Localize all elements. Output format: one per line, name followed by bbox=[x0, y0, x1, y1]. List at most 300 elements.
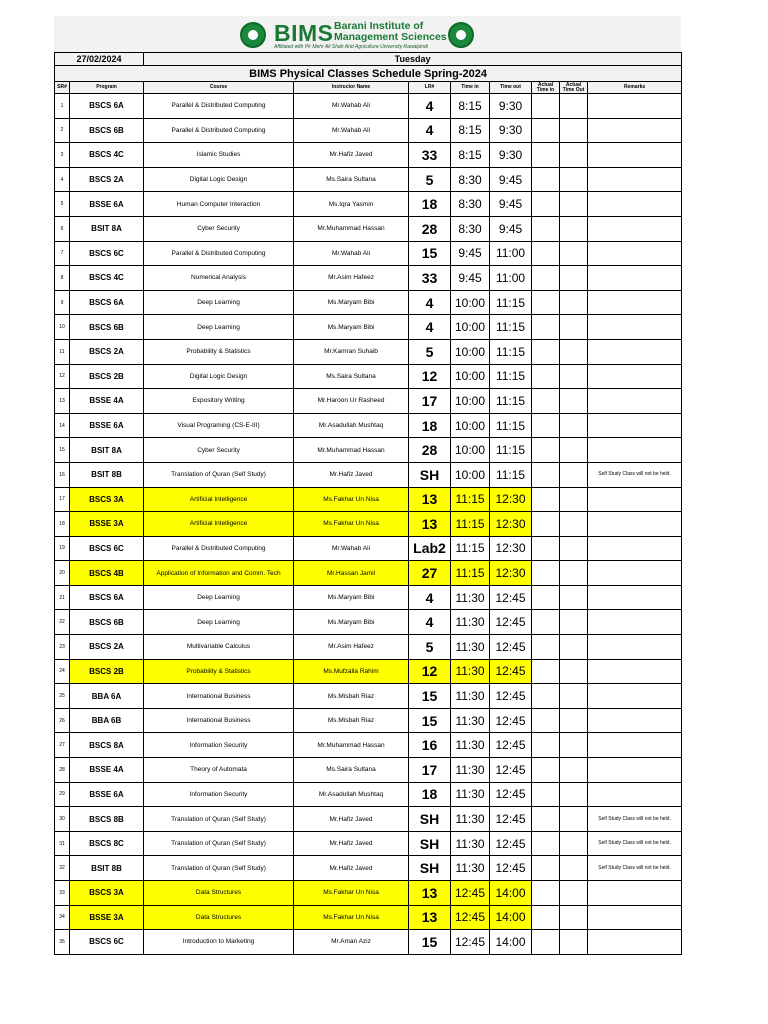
cell-lr: 15 bbox=[409, 930, 451, 955]
cell-time-out: 9:30 bbox=[490, 118, 532, 143]
cell-time-in: 10:00 bbox=[451, 413, 490, 438]
cell-remarks bbox=[588, 339, 682, 364]
cell-actual-out bbox=[560, 708, 588, 733]
cell-course: Parallel & Distributed Computing bbox=[144, 118, 294, 143]
table-row bbox=[55, 684, 682, 709]
cell-time-in: 10:00 bbox=[451, 364, 490, 389]
cell-sr: 27 bbox=[55, 733, 70, 758]
cell-actual-out bbox=[560, 561, 588, 586]
table-row bbox=[55, 585, 682, 610]
cell-remarks: Self Study Class will not be held. bbox=[588, 856, 682, 881]
cell-actual-out bbox=[560, 216, 588, 241]
cell-time-out: 9:45 bbox=[490, 167, 532, 192]
logo-brand: BIMS bbox=[274, 20, 334, 46]
cell-instructor: Mr.Muhammad Hassan bbox=[294, 216, 409, 241]
cell-time-out: 11:15 bbox=[490, 290, 532, 315]
cell-instructor: Mr.Wahab Ali bbox=[294, 241, 409, 266]
cell-instructor: Mr.Hassan Jamil bbox=[294, 561, 409, 586]
cell-lr: SH bbox=[409, 831, 451, 856]
cell-remarks bbox=[588, 315, 682, 340]
cell-lr: 13 bbox=[409, 881, 451, 906]
cell-program: BSCS 6B bbox=[70, 315, 144, 340]
cell-instructor: Ms.Maryam Bibi bbox=[294, 610, 409, 635]
cell-remarks bbox=[588, 635, 682, 660]
table-row bbox=[55, 192, 682, 217]
cell-remarks bbox=[588, 684, 682, 709]
cell-program: BSCS 6A bbox=[70, 94, 144, 119]
cell-actual-in bbox=[532, 561, 560, 586]
cell-actual-in bbox=[532, 831, 560, 856]
cell-instructor: Ms.Saira Sultana bbox=[294, 758, 409, 783]
cell-remarks bbox=[588, 758, 682, 783]
cell-actual-in bbox=[532, 167, 560, 192]
cell-actual-in bbox=[532, 659, 560, 684]
cell-lr: 5 bbox=[409, 167, 451, 192]
cell-instructor: Mr.Wahab Ali bbox=[294, 118, 409, 143]
cell-lr: 15 bbox=[409, 684, 451, 709]
cell-time-in: 11:30 bbox=[451, 610, 490, 635]
col-time-out: Time out bbox=[490, 82, 532, 94]
date-row bbox=[55, 53, 682, 66]
cell-remarks bbox=[588, 512, 682, 537]
cell-sr: 19 bbox=[55, 536, 70, 561]
cell-sr: 31 bbox=[55, 831, 70, 856]
table-row bbox=[55, 241, 682, 266]
cell-program: BSIT 8A bbox=[70, 438, 144, 463]
cell-lr: 33 bbox=[409, 143, 451, 168]
cell-sr: 21 bbox=[55, 585, 70, 610]
title-row bbox=[55, 66, 682, 82]
cell-program: BSCS 2A bbox=[70, 339, 144, 364]
col-time-in: Time in bbox=[451, 82, 490, 94]
cell-sr: 34 bbox=[55, 905, 70, 930]
cell-time-out: 9:45 bbox=[490, 216, 532, 241]
cell-time-out: 12:30 bbox=[490, 561, 532, 586]
cell-program: BSIT 8A bbox=[70, 216, 144, 241]
cell-remarks bbox=[588, 930, 682, 955]
cell-program: BBA 6A bbox=[70, 684, 144, 709]
cell-remarks bbox=[588, 610, 682, 635]
cell-time-in: 11:30 bbox=[451, 708, 490, 733]
cell-time-in: 11:30 bbox=[451, 635, 490, 660]
cell-time-out: 9:30 bbox=[490, 143, 532, 168]
cell-instructor: Mr.Asadullah Mushtaq bbox=[294, 782, 409, 807]
cell-sr: 4 bbox=[55, 167, 70, 192]
cell-time-out: 12:45 bbox=[490, 856, 532, 881]
table-row bbox=[55, 536, 682, 561]
cell-course: Islamic Studies bbox=[144, 143, 294, 168]
cell-remarks bbox=[588, 708, 682, 733]
cell-actual-in bbox=[532, 782, 560, 807]
cell-remarks bbox=[588, 536, 682, 561]
cell-program: BSIT 8B bbox=[70, 462, 144, 487]
cell-course: Cyber Security bbox=[144, 216, 294, 241]
cell-course: Data Structures bbox=[144, 881, 294, 906]
cell-lr: 12 bbox=[409, 659, 451, 684]
cell-actual-in bbox=[532, 635, 560, 660]
cell-instructor: Mr.Hafiz Javed bbox=[294, 856, 409, 881]
cell-actual-in bbox=[532, 216, 560, 241]
table-row bbox=[55, 881, 682, 906]
cell-time-in: 10:00 bbox=[451, 339, 490, 364]
cell-remarks: Self Study Class will not be held. bbox=[588, 462, 682, 487]
cell-actual-out bbox=[560, 487, 588, 512]
cell-time-in: 8:30 bbox=[451, 216, 490, 241]
cell-actual-out bbox=[560, 930, 588, 955]
cell-time-in: 11:15 bbox=[451, 561, 490, 586]
cell-actual-in bbox=[532, 610, 560, 635]
cell-time-out: 14:00 bbox=[490, 930, 532, 955]
cell-remarks: Self Study Class will not be held. bbox=[588, 831, 682, 856]
cell-time-out: 12:45 bbox=[490, 659, 532, 684]
cell-sr: 22 bbox=[55, 610, 70, 635]
cell-actual-out bbox=[560, 733, 588, 758]
cell-program: BSCS 4C bbox=[70, 143, 144, 168]
cell-time-in: 11:30 bbox=[451, 831, 490, 856]
cell-time-out: 11:00 bbox=[490, 266, 532, 291]
schedule-day: Tuesday bbox=[144, 53, 682, 66]
cell-time-in: 11:15 bbox=[451, 487, 490, 512]
cell-course: Artificial Intelligence bbox=[144, 512, 294, 537]
col-actual-in: Actual Time in bbox=[532, 82, 560, 94]
cell-time-out: 12:45 bbox=[490, 585, 532, 610]
cell-course: Deep Learning bbox=[144, 290, 294, 315]
cell-program: BSCS 6B bbox=[70, 610, 144, 635]
cell-sr: 1 bbox=[55, 94, 70, 119]
cell-time-in: 8:15 bbox=[451, 118, 490, 143]
cell-time-out: 11:15 bbox=[490, 339, 532, 364]
cell-actual-out bbox=[560, 118, 588, 143]
table-row bbox=[55, 167, 682, 192]
cell-sr: 13 bbox=[55, 389, 70, 414]
cell-time-in: 8:15 bbox=[451, 143, 490, 168]
cell-actual-in bbox=[532, 413, 560, 438]
cell-actual-in bbox=[532, 364, 560, 389]
cell-course: Deep Learning bbox=[144, 585, 294, 610]
cell-sr: 32 bbox=[55, 856, 70, 881]
logo-line-1: Barani Institute of bbox=[334, 20, 424, 32]
cell-lr: 4 bbox=[409, 585, 451, 610]
cell-remarks bbox=[588, 290, 682, 315]
cell-time-out: 11:00 bbox=[490, 241, 532, 266]
cell-sr: 11 bbox=[55, 339, 70, 364]
cell-time-in: 11:30 bbox=[451, 733, 490, 758]
cell-course: Multivariable Calculus bbox=[144, 635, 294, 660]
cell-actual-out bbox=[560, 684, 588, 709]
left-seal-icon bbox=[240, 22, 266, 48]
cell-lr: 15 bbox=[409, 241, 451, 266]
cell-sr: 9 bbox=[55, 290, 70, 315]
cell-instructor: Mr.Asadullah Mushtaq bbox=[294, 413, 409, 438]
table-row bbox=[55, 438, 682, 463]
cell-program: BSCS 8B bbox=[70, 807, 144, 832]
table-row bbox=[55, 290, 682, 315]
cell-actual-in bbox=[532, 708, 560, 733]
cell-course: Theory of Automata bbox=[144, 758, 294, 783]
cell-sr: 23 bbox=[55, 635, 70, 660]
cell-time-out: 9:45 bbox=[490, 192, 532, 217]
cell-program: BSCS 2B bbox=[70, 659, 144, 684]
cell-actual-in bbox=[532, 512, 560, 537]
cell-time-in: 8:30 bbox=[451, 167, 490, 192]
cell-remarks bbox=[588, 364, 682, 389]
cell-program: BSCS 3A bbox=[70, 881, 144, 906]
table-row bbox=[55, 389, 682, 414]
cell-time-out: 12:45 bbox=[490, 708, 532, 733]
table-row bbox=[55, 733, 682, 758]
cell-actual-in bbox=[532, 241, 560, 266]
cell-program: BSCS 8C bbox=[70, 831, 144, 856]
cell-instructor: Ms.Maryam Bibi bbox=[294, 315, 409, 340]
table-row bbox=[55, 462, 682, 487]
cell-actual-out bbox=[560, 536, 588, 561]
table-row bbox=[55, 659, 682, 684]
cell-time-out: 12:45 bbox=[490, 635, 532, 660]
cell-program: BSCS 3A bbox=[70, 487, 144, 512]
cell-remarks bbox=[588, 413, 682, 438]
cell-actual-in bbox=[532, 881, 560, 906]
cell-course: Application of Information and Comm. Tech bbox=[144, 561, 294, 586]
table-row bbox=[55, 266, 682, 291]
cell-remarks bbox=[588, 881, 682, 906]
cell-time-out: 11:15 bbox=[490, 413, 532, 438]
cell-instructor: Ms.Maryam Bibi bbox=[294, 585, 409, 610]
cell-program: BSCS 6C bbox=[70, 930, 144, 955]
cell-time-in: 11:30 bbox=[451, 684, 490, 709]
cell-instructor: Ms.Maryam Bibi bbox=[294, 290, 409, 315]
cell-course: Cyber Security bbox=[144, 438, 294, 463]
table-row bbox=[55, 856, 682, 881]
cell-instructor: Ms.Misbah Riaz bbox=[294, 684, 409, 709]
cell-sr: 29 bbox=[55, 782, 70, 807]
cell-instructor: Mr.Hafiz Javed bbox=[294, 807, 409, 832]
cell-actual-in bbox=[532, 684, 560, 709]
table-row bbox=[55, 930, 682, 955]
cell-lr: 5 bbox=[409, 635, 451, 660]
cell-actual-out bbox=[560, 389, 588, 414]
cell-lr: 13 bbox=[409, 487, 451, 512]
cell-program: BSCS 6A bbox=[70, 290, 144, 315]
cell-actual-in bbox=[532, 905, 560, 930]
cell-instructor: Mr.Wahab Ali bbox=[294, 536, 409, 561]
cell-sr: 6 bbox=[55, 216, 70, 241]
cell-actual-out bbox=[560, 241, 588, 266]
cell-actual-out bbox=[560, 413, 588, 438]
cell-instructor: Mr.Aman Aziz bbox=[294, 930, 409, 955]
cell-program: BSCS 2A bbox=[70, 167, 144, 192]
cell-sr: 5 bbox=[55, 192, 70, 217]
cell-course: Translation of Quran (Self Study) bbox=[144, 462, 294, 487]
cell-actual-in bbox=[532, 585, 560, 610]
cell-actual-in bbox=[532, 339, 560, 364]
cell-time-in: 11:30 bbox=[451, 807, 490, 832]
cell-actual-out bbox=[560, 635, 588, 660]
cell-actual-out bbox=[560, 831, 588, 856]
cell-time-out: 12:30 bbox=[490, 487, 532, 512]
cell-sr: 24 bbox=[55, 659, 70, 684]
schedule-title: BIMS Physical Classes Schedule Spring-2024 bbox=[55, 66, 682, 82]
cell-instructor: Ms.Fakhar Un Nisa bbox=[294, 905, 409, 930]
cell-lr: SH bbox=[409, 462, 451, 487]
cell-actual-in bbox=[532, 290, 560, 315]
cell-time-in: 12:45 bbox=[451, 881, 490, 906]
cell-remarks bbox=[588, 216, 682, 241]
cell-program: BSCS 6A bbox=[70, 585, 144, 610]
col-remarks: Remarks bbox=[588, 82, 682, 94]
cell-program: BSSE 3A bbox=[70, 512, 144, 537]
cell-instructor: Ms.Saira Sultana bbox=[294, 364, 409, 389]
cell-actual-in bbox=[532, 94, 560, 119]
cell-remarks bbox=[588, 659, 682, 684]
cell-actual-out bbox=[560, 438, 588, 463]
cell-remarks bbox=[588, 585, 682, 610]
cell-course: Introduction to Marketing bbox=[144, 930, 294, 955]
cell-sr: 2 bbox=[55, 118, 70, 143]
cell-time-out: 9:30 bbox=[490, 94, 532, 119]
cell-actual-out bbox=[560, 807, 588, 832]
cell-sr: 33 bbox=[55, 881, 70, 906]
right-seal-icon bbox=[448, 22, 474, 48]
cell-instructor: Ms.Mufzalla Rahim bbox=[294, 659, 409, 684]
cell-remarks bbox=[588, 561, 682, 586]
cell-lr: SH bbox=[409, 856, 451, 881]
col-actual-out: Actual Time Out bbox=[560, 82, 588, 94]
table-row bbox=[55, 413, 682, 438]
cell-time-out: 11:15 bbox=[490, 438, 532, 463]
cell-instructor: Mr.Muhammad Hassan bbox=[294, 438, 409, 463]
schedule-rows bbox=[55, 94, 682, 955]
cell-time-in: 10:00 bbox=[451, 462, 490, 487]
cell-lr: 18 bbox=[409, 413, 451, 438]
cell-remarks: Self Study Class will not be held. bbox=[588, 807, 682, 832]
cell-program: BSCS 2B bbox=[70, 364, 144, 389]
cell-program: BSSE 4A bbox=[70, 389, 144, 414]
col-sr: SR# bbox=[55, 82, 70, 94]
table-row bbox=[55, 561, 682, 586]
cell-instructor: Ms.Fakhar Un Nisa bbox=[294, 881, 409, 906]
cell-actual-out bbox=[560, 462, 588, 487]
cell-sr: 10 bbox=[55, 315, 70, 340]
cell-lr: 18 bbox=[409, 782, 451, 807]
table-row bbox=[55, 905, 682, 930]
cell-time-out: 12:45 bbox=[490, 733, 532, 758]
cell-lr: 5 bbox=[409, 339, 451, 364]
cell-instructor: Mr.Asim Hafeez bbox=[294, 635, 409, 660]
cell-course: Digital Logic Design bbox=[144, 167, 294, 192]
cell-sr: 26 bbox=[55, 708, 70, 733]
cell-course: Parallel & Distributed Computing bbox=[144, 94, 294, 119]
col-lr: LR# bbox=[409, 82, 451, 94]
cell-course: Visual Programing (CS-E-III) bbox=[144, 413, 294, 438]
cell-actual-out bbox=[560, 881, 588, 906]
cell-sr: 28 bbox=[55, 758, 70, 783]
cell-instructor: Mr.Hafiz Javed bbox=[294, 143, 409, 168]
cell-actual-in bbox=[532, 930, 560, 955]
cell-instructor: Mr.Haroon Ur Rasheed bbox=[294, 389, 409, 414]
cell-remarks bbox=[588, 905, 682, 930]
col-instructor: Instructor Name bbox=[294, 82, 409, 94]
cell-lr: 4 bbox=[409, 290, 451, 315]
cell-lr: 33 bbox=[409, 266, 451, 291]
cell-course: Digital Logic Design bbox=[144, 364, 294, 389]
cell-instructor: Ms.Saira Sultana bbox=[294, 167, 409, 192]
cell-sr: 30 bbox=[55, 807, 70, 832]
table-row bbox=[55, 315, 682, 340]
cell-actual-out bbox=[560, 143, 588, 168]
cell-lr: Lab2 bbox=[409, 536, 451, 561]
cell-course: Information Security bbox=[144, 733, 294, 758]
cell-time-out: 14:00 bbox=[490, 881, 532, 906]
cell-remarks bbox=[588, 733, 682, 758]
cell-program: BSCS 8A bbox=[70, 733, 144, 758]
cell-course: Translation of Quran (Self Study) bbox=[144, 807, 294, 832]
cell-actual-in bbox=[532, 143, 560, 168]
cell-program: BSCS 6C bbox=[70, 241, 144, 266]
cell-lr: 15 bbox=[409, 708, 451, 733]
cell-actual-in bbox=[532, 758, 560, 783]
table-row bbox=[55, 758, 682, 783]
cell-course: Parallel & Distributed Computing bbox=[144, 241, 294, 266]
cell-course: Translation of Quran (Self Study) bbox=[144, 831, 294, 856]
cell-time-out: 11:15 bbox=[490, 315, 532, 340]
cell-lr: 28 bbox=[409, 216, 451, 241]
cell-actual-out bbox=[560, 610, 588, 635]
cell-program: BSCS 4B bbox=[70, 561, 144, 586]
table-row bbox=[55, 708, 682, 733]
cell-course: Information Security bbox=[144, 782, 294, 807]
cell-lr: 4 bbox=[409, 94, 451, 119]
cell-course: Probability & Statistics bbox=[144, 659, 294, 684]
cell-instructor: Mr.Hafiz Javed bbox=[294, 462, 409, 487]
cell-sr: 7 bbox=[55, 241, 70, 266]
cell-program: BSCS 6B bbox=[70, 118, 144, 143]
cell-actual-in bbox=[532, 487, 560, 512]
cell-remarks bbox=[588, 782, 682, 807]
cell-actual-in bbox=[532, 856, 560, 881]
cell-program: BBA 6B bbox=[70, 708, 144, 733]
cell-actual-out bbox=[560, 856, 588, 881]
table-row bbox=[55, 487, 682, 512]
cell-remarks bbox=[588, 192, 682, 217]
cell-actual-in bbox=[532, 536, 560, 561]
cell-instructor: Mr.Hafiz Javed bbox=[294, 831, 409, 856]
institute-logo bbox=[238, 20, 478, 50]
cell-sr: 8 bbox=[55, 266, 70, 291]
cell-actual-out bbox=[560, 364, 588, 389]
cell-time-out: 12:45 bbox=[490, 807, 532, 832]
cell-actual-out bbox=[560, 585, 588, 610]
cell-sr: 15 bbox=[55, 438, 70, 463]
cell-time-in: 11:30 bbox=[451, 585, 490, 610]
cell-course: Deep Learning bbox=[144, 315, 294, 340]
schedule-date: 27/02/2024 bbox=[55, 53, 144, 66]
cell-lr: 13 bbox=[409, 905, 451, 930]
cell-lr: 18 bbox=[409, 192, 451, 217]
cell-actual-in bbox=[532, 807, 560, 832]
cell-actual-out bbox=[560, 266, 588, 291]
cell-lr: 12 bbox=[409, 364, 451, 389]
cell-remarks bbox=[588, 266, 682, 291]
cell-actual-out bbox=[560, 167, 588, 192]
cell-lr: 27 bbox=[409, 561, 451, 586]
cell-instructor: Mr.Kamran Suhaib bbox=[294, 339, 409, 364]
cell-course: Data Structures bbox=[144, 905, 294, 930]
schedule-table bbox=[54, 52, 682, 955]
cell-program: BSCS 6C bbox=[70, 536, 144, 561]
logo-full-name bbox=[334, 21, 447, 43]
cell-course: Artificial Intelligence bbox=[144, 487, 294, 512]
cell-time-in: 12:45 bbox=[451, 930, 490, 955]
